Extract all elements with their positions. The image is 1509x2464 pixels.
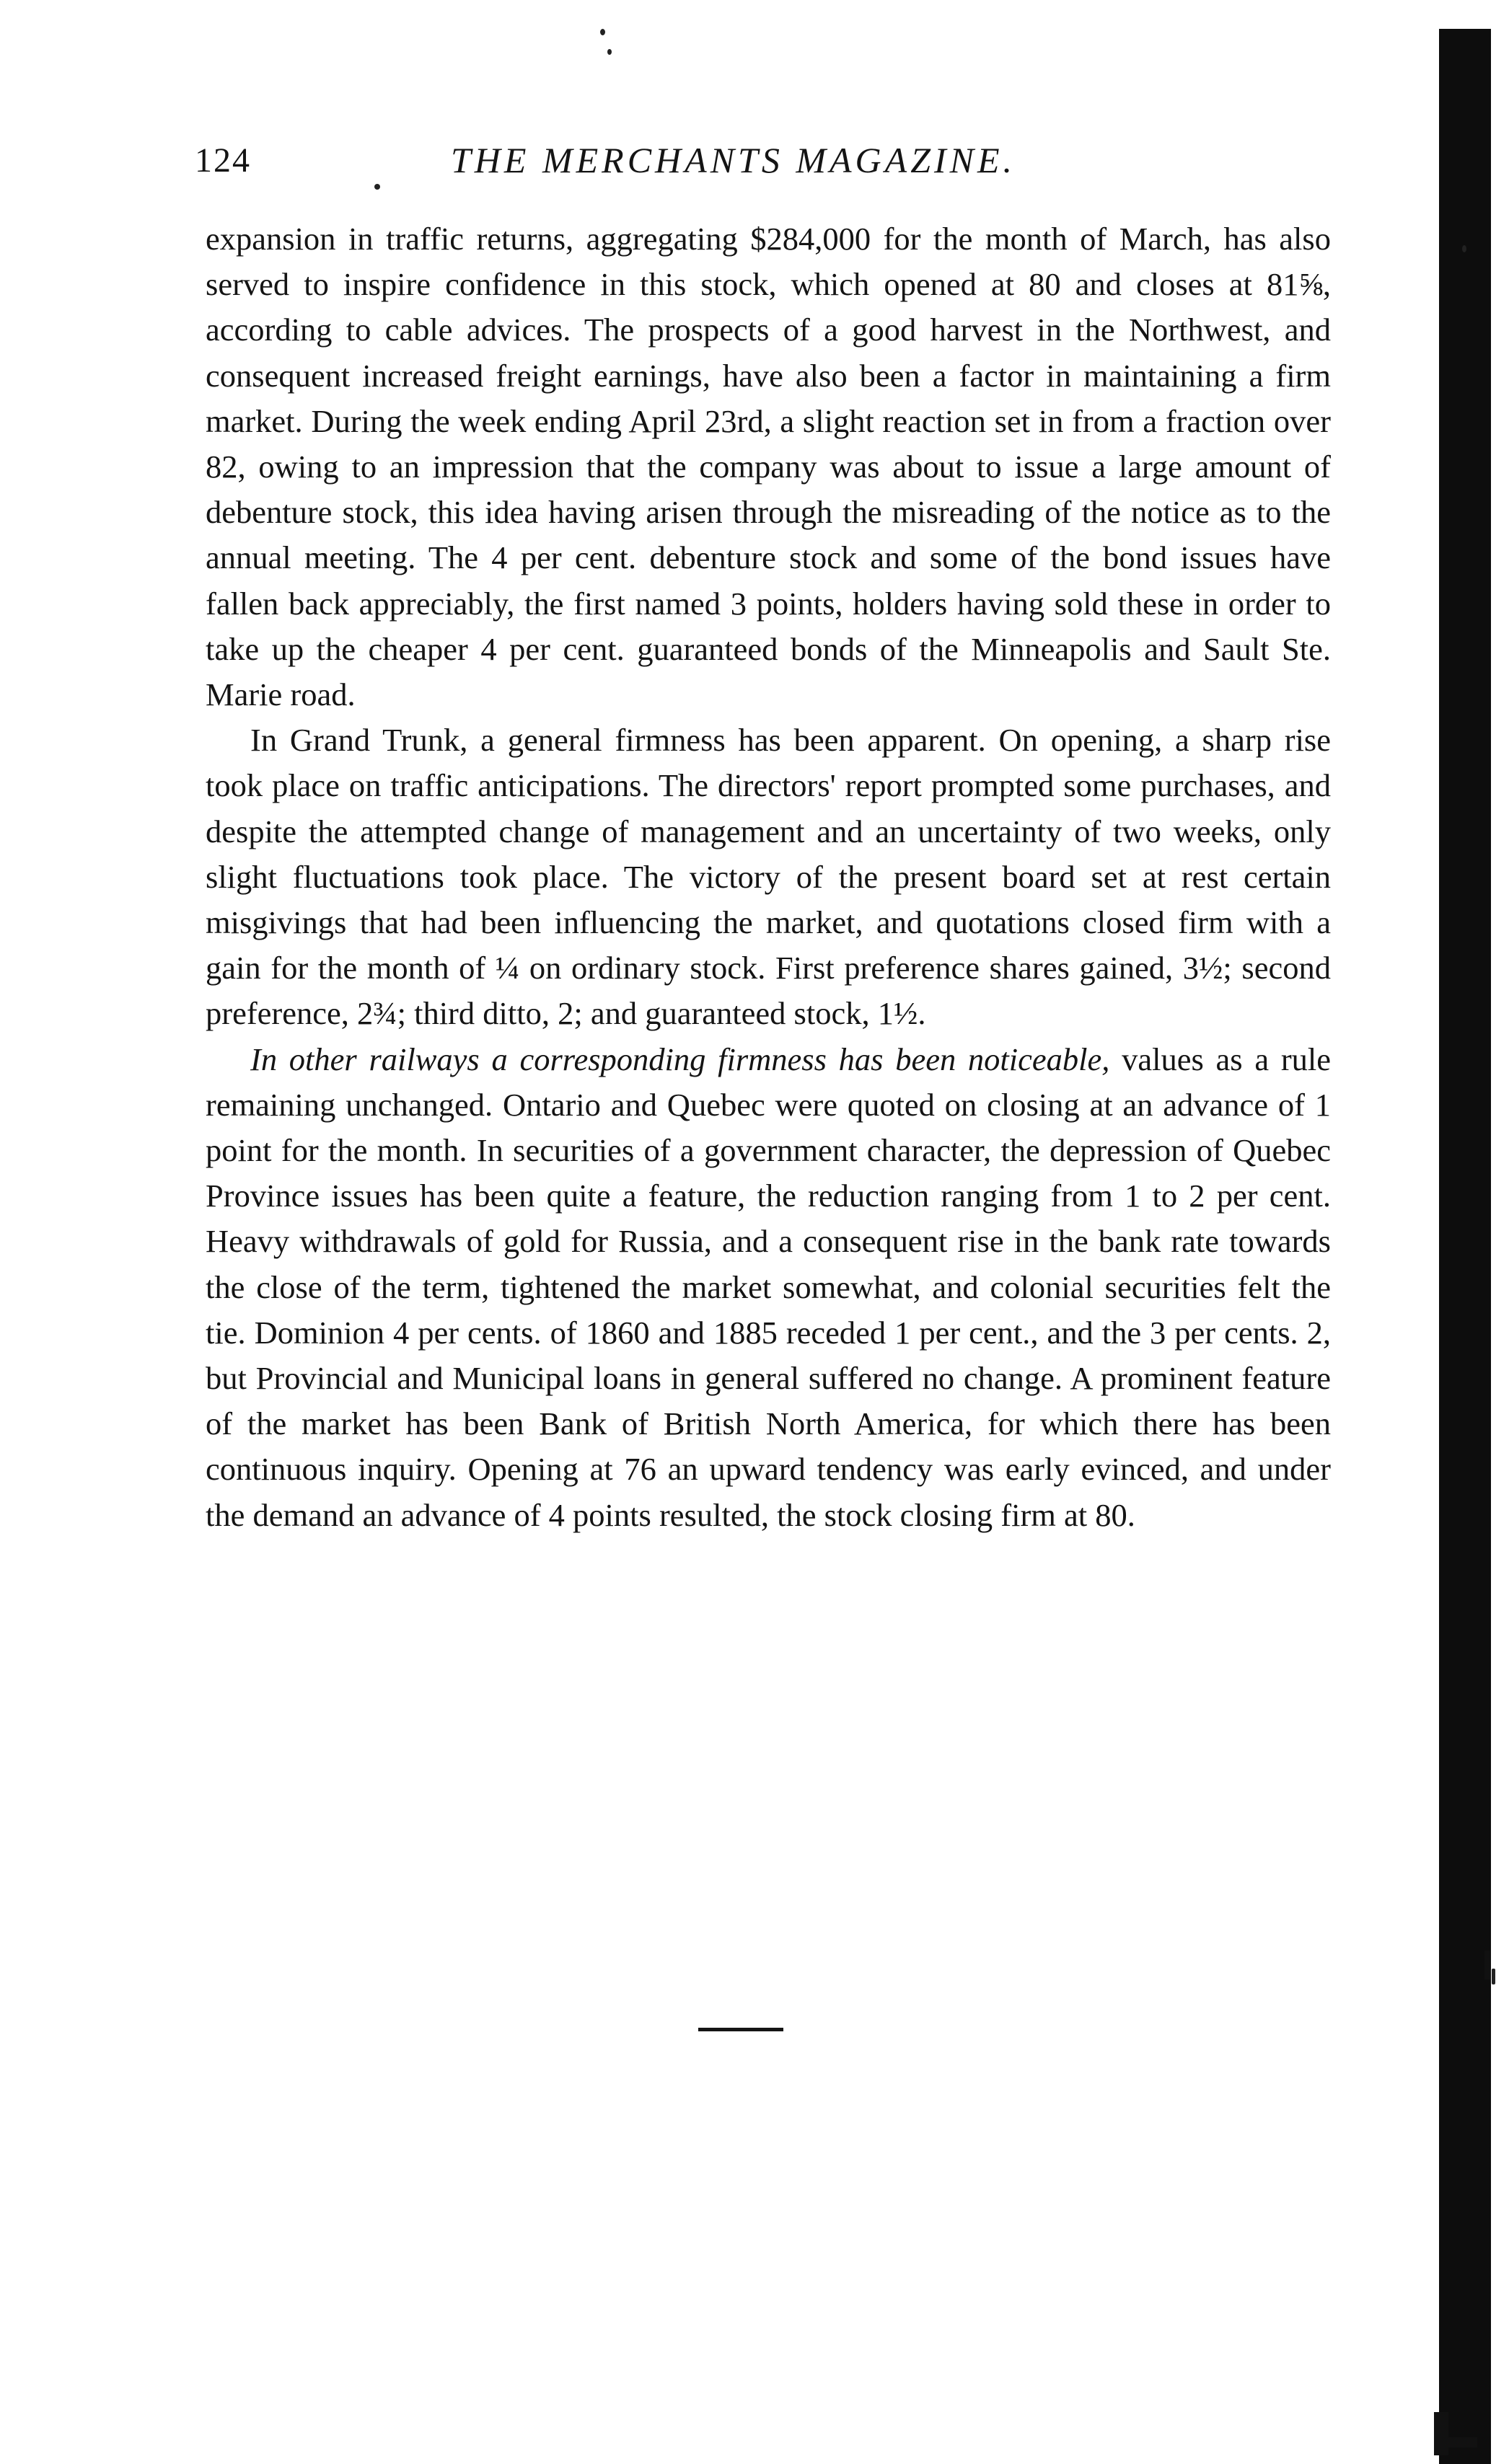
running-head: THE MERCHANTS MAGAZINE. (451, 140, 1016, 180)
scan-speck (600, 29, 605, 35)
section-rule (698, 2028, 783, 2031)
paragraph-grand-trunk: In Grand Trunk, a general firmness has been apparent. On opening, a sharp rise took place on traffic anticipations. The directors' report prompted some purchases, and despite the attempted change of management and an uncertainty of two weeks, only slight fluctuations took place. The victory of the present board set at rest certain misgivings that had been influencing the market, and quotations closed firm with a gain for the month of ¼ on ordinary stock. First preference shares gained, 3½; second preference, 2¾; third ditto, 2; and guaranteed stock, 1½. (206, 722, 1331, 1032)
paragraph-other-railways (206, 1037, 1331, 1538)
binding-notch (1484, 1951, 1490, 1979)
scan-speck (1492, 1969, 1495, 1984)
page-number: 124 (195, 141, 251, 180)
binding-notch (1448, 2437, 1477, 2447)
binding-edge (1439, 29, 1491, 2464)
paragraph-rest: values as a rule remaining unchanged. Ontario and Quebec were quoted on closing at an advance of 1 point for the month. In securities of a government character, the depression of Quebec Province issues has been quite a feature, the reduction ranging from 1 to 2 per cent. Heavy withdrawals of gold for Russia, and a consequent rise in the bank rate towards the close of the term, tightened the market somewhat, and colonial securities felt the tie. Dominion 4 per cents. of 1860 and 1885 receded 1 per cent., and the 3 per cents. 2, but Provincial and Municipal loans in general suffered no change. A prominent feature of the market has been Bank of British North America, for which there has been continuous inquiry. Opening at 76 an upward tendency was early evinced, and under the demand an advance of 4 points resulted, the stock closing firm at 80. (206, 1041, 1332, 1533)
binding-notch (1434, 2412, 1448, 2455)
body-text (206, 216, 1331, 1538)
paragraph-continuation: expansion in traffic returns, aggregating $284,000 for the month of March, has also served to inspire confidence in this stock, which opened at 80 and closes at 81⅝, according to cable advices. The prospects of a good harvest in the Northwest, and consequent increased freight earnings, have also been a factor in maintaining a firm market. During the week ending April 23rd, a slight reaction set in from a fraction over 82, owing to an impression that the company was about to issue a large amount of debenture stock, this idea having arisen through the misreading of the notice as to the annual meeting. The 4 per cent. debenture stock and some of the bond issues have fallen back appreciably, the first named 3 points, holders having sold these in order to take up the cheaper 4 per cent. guaranteed bonds of the Minneapolis and Sault Ste. Marie road. (206, 221, 1331, 713)
scan-speck (607, 49, 612, 55)
paragraph-lead-italic: In other railways a corresponding firmness has been noticeable, (250, 1041, 1110, 1077)
scan-speck (1462, 245, 1466, 252)
page-header (195, 141, 1342, 198)
